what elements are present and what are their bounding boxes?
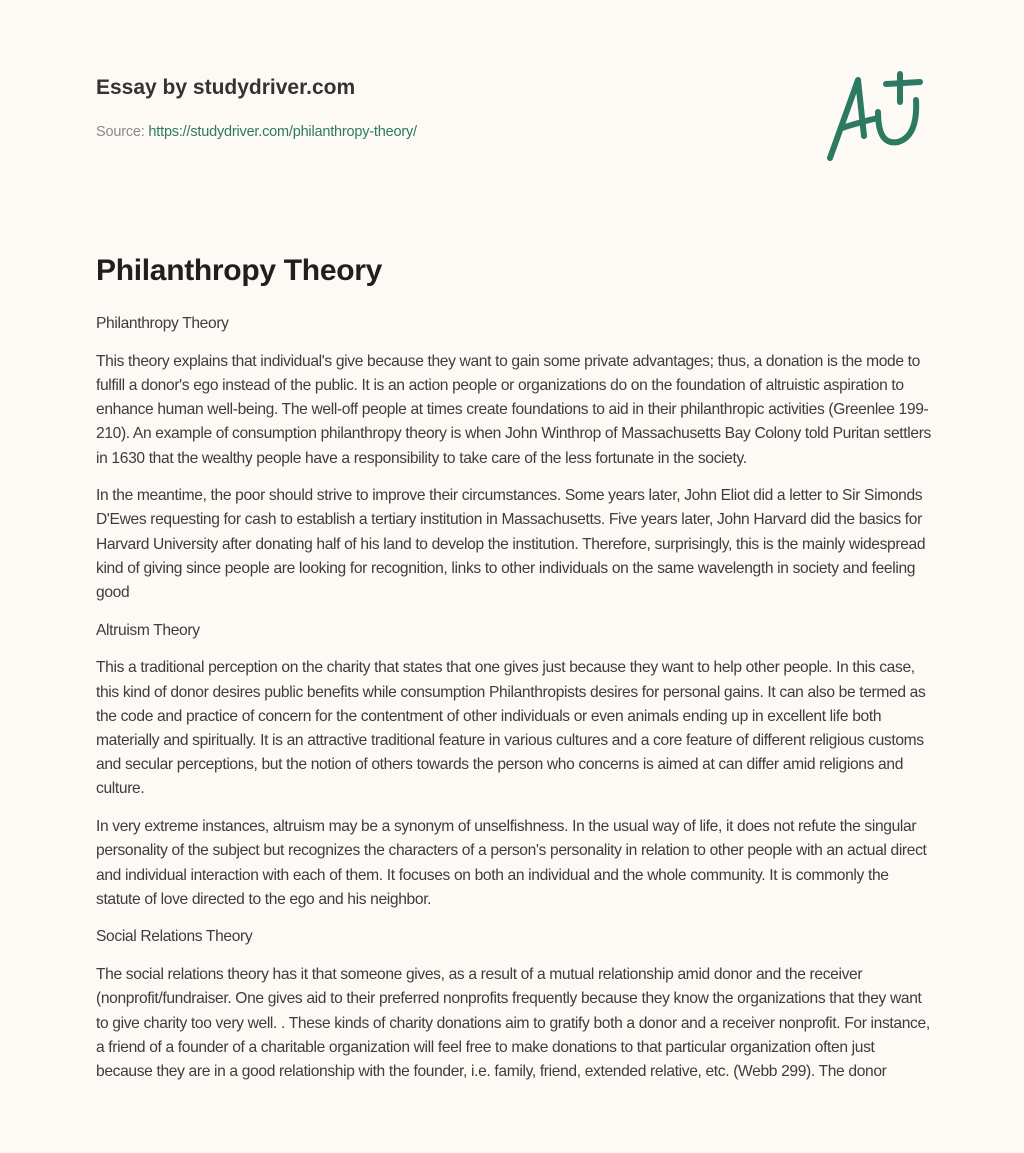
source-link[interactable]: https://studydriver.com/philanthropy-theory/ — [148, 124, 417, 140]
section-heading: Philanthropy Theory — [96, 315, 229, 332]
site-title: Essay by studydriver.com — [96, 76, 356, 99]
paragraph: This a traditional perception on the charity that states that one gives just because they want to help other people. In this case, this kind of donor desires public benefits while consumption Philanthropists desires for personal gains. It can also be termed as the code and practice of concern for the contentment of other individuals or even animals ending up in excellent life both materially and spiritually. It is an attractive traditional feature in various cultures and a core feature of different religious customs and secular perceptions, but the notion of others towards the person who concerns is aimed at can differ amid religions and culture. — [96, 659, 926, 798]
article — [96, 254, 932, 1098]
a-plus-logo-icon — [820, 66, 930, 166]
section-heading: Social Relations Theory — [96, 928, 253, 946]
source-label: Source: — [96, 124, 145, 140]
paragraph: This theory explains that individual's give because they want to gain some private advantages; thus, a donation is the mode to fulfill a donor's ego instead of the public. It is an action people or organizations do on the foundation of altruistic aspiration to enhance human well-being. The well-off people at times create foundations to aid in their philanthropic activities (Greenlee 199-210). An example of consumption philanthropy theory is when John Winthrop of Massachusetts Bay Colony told Puritan settlers in 1630 that the wealthy people have a responsibility to take care of the less fortunate in the society. — [96, 352, 931, 467]
paragraph: The social relations theory has it that someone gives, as a result of a mutual relationship amid donor and the receiver (nonprofit/fundraiser. One gives aid to their preferred nonprofits frequently because they know the organizations that they want to give charity too very well. . These kinds of charity donations aim to gratify both a donor and a receiver nonprofit. For instance, a friend of a founder of a charitable organization will feel free to make donations to that particular organization often just because they are in a good relationship with the founder, i.e. family, friend, extended relative, etc. (Webb 299). The donor — [96, 966, 930, 1080]
paragraph: In the meantime, the poor should strive to improve their circumstances. Some years later, John Eliot did a letter to Sir Simonds D'Ewes requesting for cash to establish a tertiary institution in Massachusetts. Five years later, John Harvard did the basics for Harvard University after donating half of his land to develop the institution. Therefore, surprisingly, this is the mainly widespread kind of giving since people are looking for recognition, links to other individuals on the same wavelength in society and feeling good — [96, 487, 926, 602]
article-title: Philanthropy Theory — [96, 254, 382, 287]
source-line — [96, 124, 417, 140]
section-heading: Altruism Theory — [96, 621, 200, 639]
paragraph: In very extreme instances, altruism may be a synonym of unselfishness. In the usual way of life, it does not refute the singular personality of the subject but recognizes the characters of a person's personality in relation to other people with an actual direct and individual interaction with each of them. It focuses on both an individual and the whole community. It is commonly the statute of love directed to the ego and his neighbor. — [96, 818, 927, 908]
